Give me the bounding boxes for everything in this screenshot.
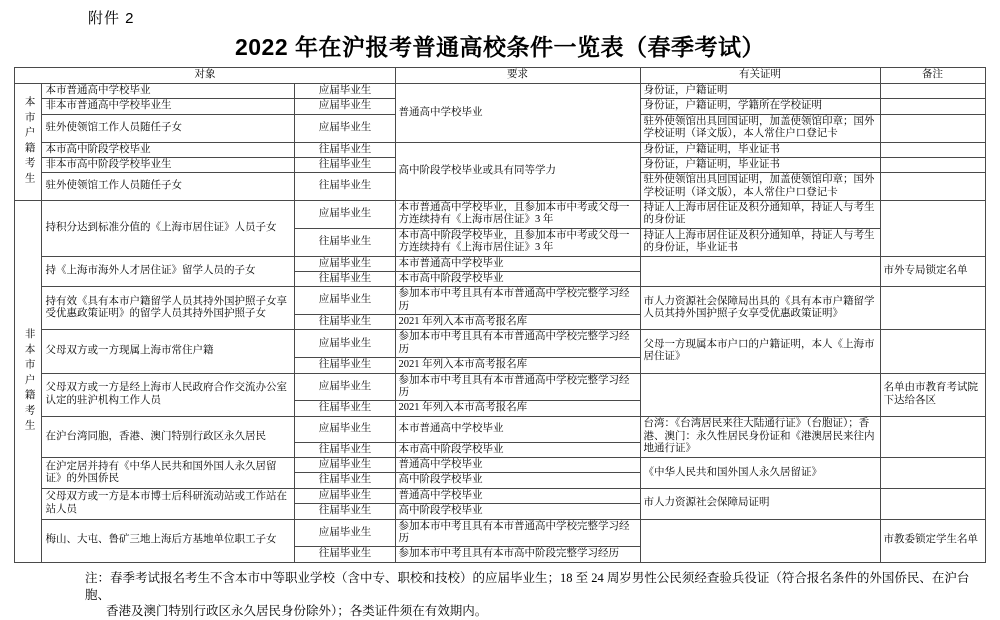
cell-requirement: 高中阶段学校毕业 [395, 504, 640, 519]
cell-subject: 持积分达到标准分值的《上海市居住证》人员子女 [42, 201, 295, 257]
cell-subject: 在沪定居并持有《中华人民共和国外国人永久居留证》的外国侨民 [42, 458, 295, 489]
cell-certificate: 市人力资源社会保障局出具的《具有本市户籍留学人员其持外国护照子女享受优惠政策证明》 [640, 287, 880, 330]
cell-certificate: 驻外使领馆出具回国证明，加盖使领馆印章；国外学校证明（译文版），本人常住户口登记卡 [640, 173, 880, 201]
cell-requirement: 普通高中学校毕业 [395, 488, 640, 503]
cell-remark: 市外专局锁定名单 [880, 256, 985, 287]
cell-requirement: 高中阶段学校毕业或具有同等学力 [395, 142, 640, 201]
cell-certificate: 台湾：《台湾居民来往大陆通行证》（台胞证）；香港、澳门：永久性居民身份证和《港澳居民来往内地通行证》 [640, 416, 880, 457]
cell-remark-empty [880, 201, 985, 257]
cell-student-type: 往届毕业生 [295, 401, 395, 416]
cell-student-type: 往届毕业生 [295, 157, 395, 172]
group-label-nonlocal [15, 201, 42, 563]
header-row [15, 68, 985, 84]
cell-certificate: 持证人上海市居住证及积分通知单，持证人与考生的身份证 [640, 201, 880, 229]
cell-certificate: 身份证，户籍证明，毕业证书 [640, 157, 880, 172]
cell-remark-empty [880, 157, 985, 172]
cell-certificate-empty [640, 519, 880, 562]
cell-student-type: 往届毕业生 [295, 228, 395, 256]
cell-requirement: 参加本市中考且具有本市普通高中学校完整学习经历 [395, 287, 640, 315]
cell-requirement: 本市高中阶段学校毕业，且参加本市中考或父母一方连续持有《上海市居住证》3 年 [395, 228, 640, 256]
cell-requirement: 普通高中学校毕业 [395, 458, 640, 473]
cell-certificate: 驻外使领馆出具回国证明，加盖使领馆印章；国外学校证明（译文版），本人常住户口登记卡 [640, 114, 880, 142]
cell-remark: 市教委锁定学生名单 [880, 519, 985, 562]
table-row [15, 488, 985, 503]
cell-student-type: 往届毕业生 [295, 271, 395, 286]
group-label-local [15, 84, 42, 201]
cell-subject: 非本市高中阶段学校毕业生 [42, 157, 295, 172]
page-title: 2022 年在沪报考普通高校条件一览表（春季考试） [234, 34, 766, 60]
cell-student-type: 应届毕业生 [295, 488, 395, 503]
cell-certificate: 持证人上海市居住证及积分通知单，持证人与考生的身份证，毕业证书 [640, 228, 880, 256]
cell-subject: 本市普通高中学校毕业 [42, 84, 295, 99]
cell-student-type: 往届毕业生 [295, 473, 395, 488]
cell-remark-empty [880, 416, 985, 457]
cell-requirement: 本市普通高中学校毕业 [395, 256, 640, 271]
col-header-requirement: 要求 [395, 68, 640, 84]
cell-certificate: 《中华人民共和国外国人永久居留证》 [640, 458, 880, 489]
cell-subject: 父母双方或一方是经上海市人民政府合作交流办公室认定的驻沪机构工作人员 [42, 373, 295, 416]
group-label-local-text: 本市户籍考生 [23, 96, 35, 188]
cell-subject: 梅山、大屯、鲁矿三地上海后方基地单位职工子女 [42, 519, 295, 562]
table-row [15, 519, 985, 547]
col-header-subject: 对象 [15, 68, 395, 84]
cell-subject: 驻外使领馆工作人员随任子女 [42, 114, 295, 142]
table-row [15, 142, 985, 157]
footnote-line-2: 香港及澳门特别行政区永久居民身份除外）；各类证件须在有效期内。 [106, 604, 488, 619]
cell-certificate-empty [640, 373, 880, 416]
group-label-nonlocal-text: 非本市户籍考生 [23, 328, 35, 435]
cell-remark-empty [880, 142, 985, 157]
cell-student-type: 应届毕业生 [295, 330, 395, 358]
cell-student-type: 应届毕业生 [295, 458, 395, 473]
cell-student-type: 应届毕业生 [295, 256, 395, 271]
cell-student-type: 应届毕业生 [295, 373, 395, 401]
cell-remark-empty [880, 488, 985, 519]
cell-requirement: 本市高中阶段学校毕业 [395, 442, 640, 457]
cell-requirement: 2021 年列入本市高考报名库 [395, 401, 640, 416]
cell-student-type: 往届毕业生 [295, 504, 395, 519]
cell-requirement: 高中阶段学校毕业 [395, 473, 640, 488]
cell-student-type: 应届毕业生 [295, 99, 395, 114]
cell-requirement: 2021 年列入本市高考报名库 [395, 358, 640, 373]
cell-student-type: 往届毕业生 [295, 442, 395, 457]
cell-requirement: 本市普通高中学校毕业，且参加本市中考或父母一方连续持有《上海市居住证》3 年 [395, 201, 640, 229]
cell-requirement: 参加本市中考且具有本市普通高中学校完整学习经历 [395, 330, 640, 358]
cell-student-type: 往届毕业生 [295, 142, 395, 157]
cell-certificate: 身份证，户籍证明，毕业证书 [640, 142, 880, 157]
table-row [15, 256, 985, 271]
cell-requirement: 本市普通高中学校毕业 [395, 416, 640, 442]
table-row [15, 84, 985, 99]
cell-student-type: 应届毕业生 [295, 287, 395, 315]
attachment-label: 附件 2 [88, 10, 135, 27]
cell-subject: 父母双方或一方现属上海市常住户籍 [42, 330, 295, 373]
cell-requirement: 本市高中阶段学校毕业 [395, 271, 640, 286]
cell-subject: 驻外使领馆工作人员随任子女 [42, 173, 295, 201]
cell-student-type: 应届毕业生 [295, 201, 395, 229]
table-row [15, 330, 985, 358]
cell-certificate: 父母一方现属本市户口的户籍证明，本人《上海市居住证》 [640, 330, 880, 373]
col-header-remark: 备注 [880, 68, 985, 84]
cell-student-type: 应届毕业生 [295, 519, 395, 547]
table-row [15, 287, 985, 315]
cell-requirement: 参加本市中考且具有本市普通高中学校完整学习经历 [395, 373, 640, 401]
cell-student-type: 往届毕业生 [295, 315, 395, 330]
conditions-table [14, 67, 985, 563]
cell-remark: 名单由市教育考试院下达给各区 [880, 373, 985, 416]
cell-requirement: 普通高中学校毕业 [395, 84, 640, 143]
cell-certificate: 市人力资源社会保障局证明 [640, 488, 880, 519]
cell-student-type: 应届毕业生 [295, 84, 395, 99]
footnote [85, 570, 990, 620]
cell-student-type: 应届毕业生 [295, 114, 395, 142]
cell-remark-empty [880, 84, 985, 99]
cell-remark-empty [880, 287, 985, 330]
cell-subject: 非本市普通高中学校毕业生 [42, 99, 295, 114]
cell-student-type: 往届毕业生 [295, 358, 395, 373]
cell-requirement: 参加本市中考且具有本市普通高中学校完整学习经历 [395, 519, 640, 547]
cell-remark-empty [880, 458, 985, 489]
cell-certificate: 身份证，户籍证明 [640, 84, 880, 99]
cell-subject: 持有效《具有本市户籍留学人员其持外国护照子女享受优惠政策证明》的留学人员其持外国护照子女 [42, 287, 295, 330]
table-row [15, 201, 985, 229]
table-row [15, 458, 985, 473]
cell-remark-empty [880, 330, 985, 373]
cell-student-type: 往届毕业生 [295, 547, 395, 562]
cell-subject: 父母双方或一方是本市博士后科研流动站或工作站在站人员 [42, 488, 295, 519]
table-row [15, 416, 985, 442]
cell-subject: 本市高中阶段学校毕业 [42, 142, 295, 157]
cell-student-type: 应届毕业生 [295, 416, 395, 442]
footnote-line-1: 注：春季考试报名考生不含本市中等职业学校（含中专、职校和技校）的应届毕业生；18 至 24 周岁男性公民须经查验兵役证（符合报名条件的外国侨民、在沪台胞、 [85, 570, 970, 602]
cell-requirement: 参加本市中考且具有本市高中阶段完整学习经历 [395, 547, 640, 562]
cell-student-type: 往届毕业生 [295, 173, 395, 201]
cell-requirement: 2021 年列入本市高考报名库 [395, 315, 640, 330]
cell-certificate: 身份证，户籍证明，学籍所在学校证明 [640, 99, 880, 114]
cell-subject: 在沪台湾同胞，香港、澳门特别行政区永久居民 [42, 416, 295, 457]
col-header-certificate: 有关证明 [640, 68, 880, 84]
cell-remark-empty [880, 173, 985, 201]
cell-certificate-empty [640, 256, 880, 287]
table-row [15, 373, 985, 401]
cell-remark-empty [880, 114, 985, 142]
cell-remark-empty [880, 99, 985, 114]
cell-subject: 持《上海市海外人才居住证》留学人员的子女 [42, 256, 295, 287]
